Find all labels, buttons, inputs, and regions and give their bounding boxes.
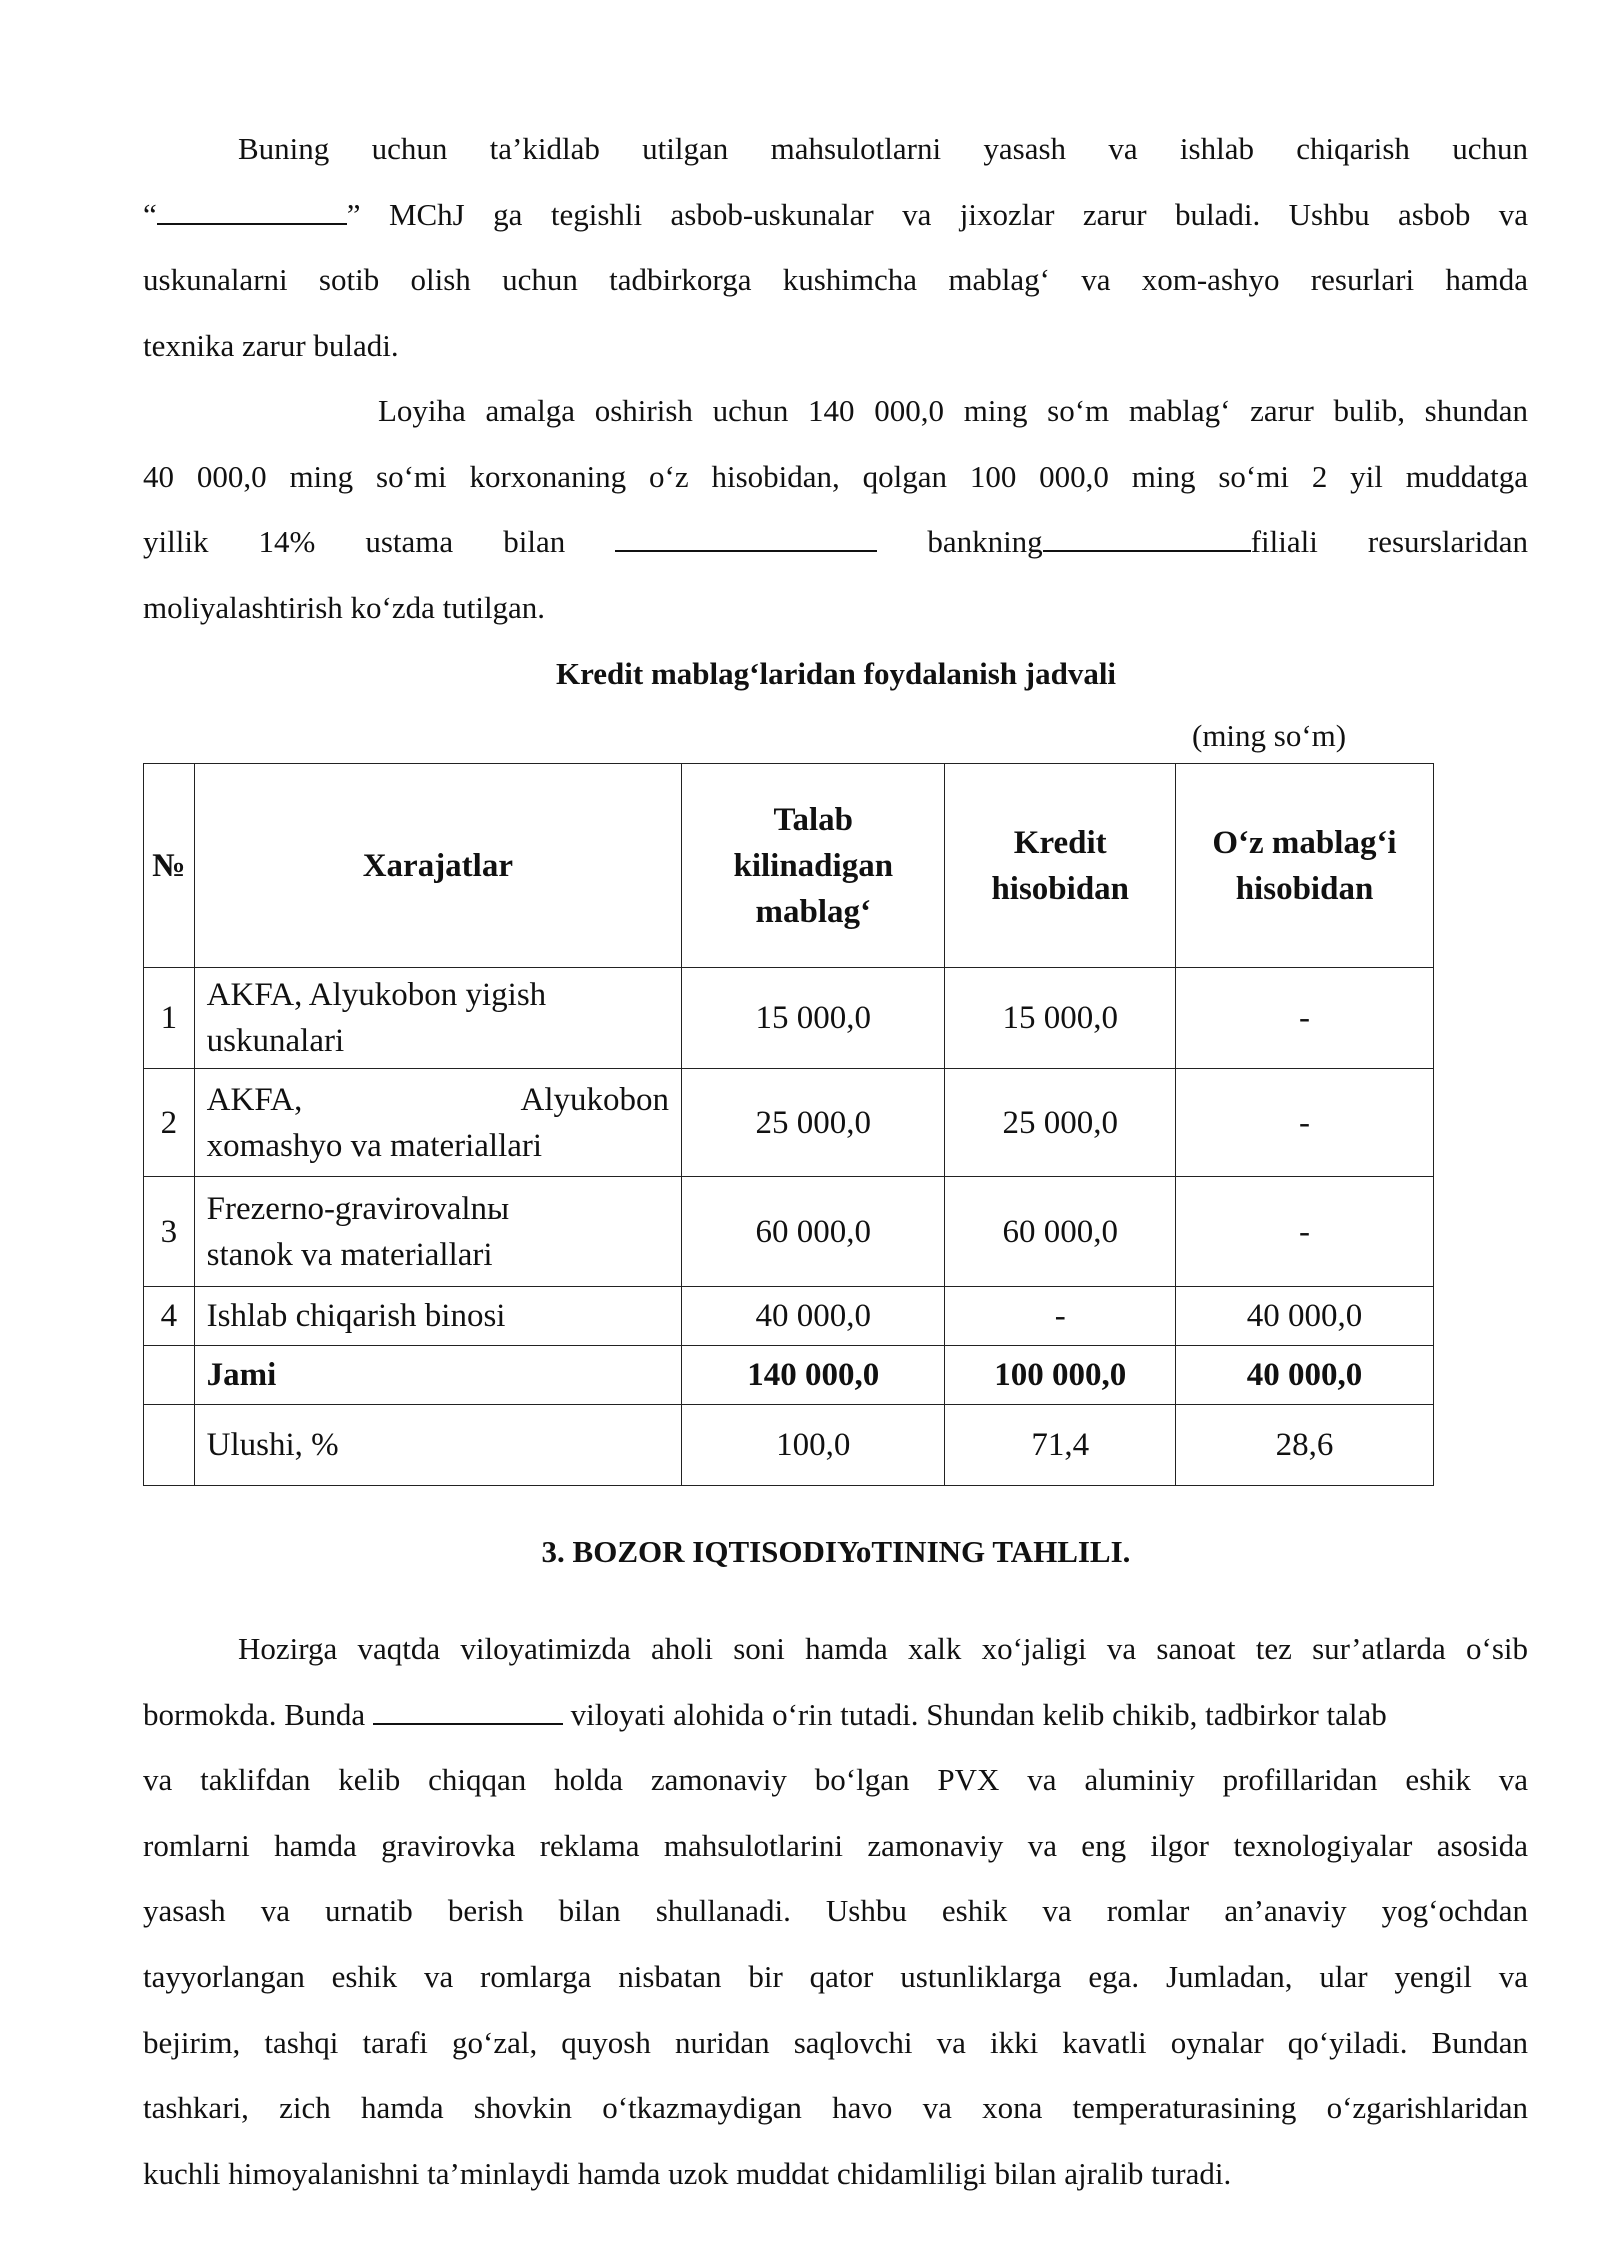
text-line: romlarni hamda gravirovka reklama mahsulotlarini zamonaviy va eng ilgor texnologiyalar asosida (143, 1827, 1528, 1863)
text-line: texnika zarur buladi. (143, 327, 399, 363)
header-required (682, 764, 945, 968)
cell-text-part: Alyukobon (520, 1081, 670, 1118)
row-expense (194, 1069, 681, 1177)
text-line: Buning uchun ta’kidlab utilgan mahsulotlarni yasash va ishlab chiqarish uchun (238, 131, 1528, 166)
cell-text-part: AKFA, (206, 1081, 303, 1118)
text-line: tashkari, zich hamda shovkin o‘tkazmaydigan havo va xona temperaturasining o‘zgarishlaridan (143, 2090, 1528, 2126)
total-label: Jami (194, 1346, 681, 1405)
row-credit: 60 000,0 (945, 1177, 1176, 1287)
header-text: Talab (773, 801, 854, 838)
row-own: - (1176, 1069, 1434, 1177)
header-text: hisobidan (991, 870, 1130, 907)
share-number (144, 1405, 195, 1486)
credit-usage-table (143, 763, 1434, 1486)
paragraph-line (143, 1747, 1528, 1813)
section-heading: 3. BOZOR IQTISODIYoTINING TAHLILI. (541, 1534, 1131, 1569)
paragraph-line (143, 247, 1528, 313)
paragraph-line (143, 1813, 1528, 1879)
table-row (144, 1287, 1434, 1346)
row-own: - (1176, 968, 1434, 1069)
cell-text: AKFA, Alyukobon yigish (206, 977, 547, 1013)
row-required: 40 000,0 (682, 1287, 945, 1346)
row-number: 1 (144, 968, 195, 1069)
paragraph-line (143, 509, 1528, 575)
text-line: viloyati alohida o‘rin tutadi. Shundan kelib chikib, tadbirkor talab (570, 1696, 1387, 1732)
row-credit: - (945, 1287, 1176, 1346)
row-own: 40 000,0 (1176, 1287, 1434, 1346)
text-fragment: filiali (1250, 524, 1318, 560)
paragraph-line (143, 2075, 1528, 2141)
text-line: moliyalashtirish ko‘zda tutilgan. (143, 589, 546, 625)
paragraph-line (143, 444, 1528, 510)
row-required: 15 000,0 (682, 968, 945, 1069)
paragraph-line (143, 182, 1528, 248)
row-expense (194, 968, 681, 1069)
header-expenses: Xarajatlar (194, 764, 681, 968)
text-fragment: bormokda. Bunda (143, 1696, 366, 1732)
row-number: 2 (144, 1069, 195, 1177)
total-number (144, 1346, 195, 1405)
table-header-row (144, 764, 1434, 968)
company-name-blank (157, 197, 347, 225)
text-line: va taklifdan kelib chiqqan holda zamonaviy bo‘lgan PVX va aluminiy profillaridan eshik va (143, 1762, 1528, 1798)
share-credit: 71,4 (945, 1405, 1176, 1486)
share-own: 28,6 (1176, 1405, 1434, 1486)
text-line: Loyiha amalga oshirish uchun 140 000,0 ming so‘m mablag‘ zarur bulib, shundan (378, 393, 1528, 428)
text-line: 40 000,0 ming so‘mi korxonaning o‘z hisobidan, qolgan 100 000,0 ming so‘mi 2 yil muddatga (143, 458, 1528, 494)
paragraph-line (143, 575, 1528, 641)
cell-text: uskunalari (206, 1023, 345, 1059)
header-text: Kredit (1013, 824, 1107, 861)
total-own: 40 000,0 (1176, 1346, 1434, 1405)
row-credit: 25 000,0 (945, 1069, 1176, 1177)
table-unit: (ming so‘m) (1192, 718, 1347, 753)
total-credit: 100 000,0 (945, 1346, 1176, 1405)
cell-text: xomashyo va materiallari (206, 1127, 543, 1164)
cell-text: Frezerno-gravirovalnы (206, 1190, 510, 1227)
paragraph-line (143, 1878, 1528, 1944)
text-line: uskunalarni sotib olish uchun tadbirkorga kushimcha mablag‘ va xom-ashyo resurlari hamda (143, 262, 1528, 298)
text-fragment: bankning (927, 524, 1043, 560)
share-label: Ulushi, % (194, 1405, 681, 1486)
text-line: kuchli himoyalanishni ta’minlaydi hamda uzok muddat chidamliligi bilan ajralib turadi. (143, 2155, 1232, 2191)
row-credit: 15 000,0 (945, 968, 1176, 1069)
table-row (144, 1177, 1434, 1287)
paragraph-line (143, 116, 1528, 182)
row-required: 25 000,0 (682, 1069, 945, 1177)
table-row (144, 968, 1434, 1069)
row-number: 4 (144, 1287, 195, 1346)
quote-mark: “ (143, 196, 157, 232)
header-credit (945, 764, 1176, 968)
header-text: mablag‘ (755, 893, 872, 930)
text-line: tayyorlangan eshik va romlarga nisbatan bir qator ustunliklarga ega. Jumladan, ular yengil va (143, 1958, 1528, 1994)
branch-name-blank (1043, 524, 1251, 552)
header-text: hisobidan (1235, 870, 1374, 907)
text-fragment: resurslaridan (1367, 524, 1528, 560)
paragraph-line (143, 1682, 1528, 1748)
total-required: 140 000,0 (682, 1346, 945, 1405)
row-own: - (1176, 1177, 1434, 1287)
paragraph-market (143, 1616, 1528, 2206)
header-text: O‘z mablag‘i (1212, 824, 1397, 861)
table-title: Kredit mablag‘laridan foydalanish jadvali (555, 656, 1117, 691)
paragraph-line (143, 378, 1528, 444)
header-own-funds (1176, 764, 1434, 968)
paragraph-line (143, 1944, 1528, 2010)
paragraph-line (143, 313, 1528, 379)
row-expense (194, 1177, 681, 1287)
text-line: Hozirga vaqtda viloyatimizda aholi soni hamda xalk xo‘jaligi va sanoat tez sur’atlarda o‘sib (238, 1631, 1528, 1666)
table-row (144, 1069, 1434, 1177)
text-line: yasash va urnatib berish bilan shullanadi. Ushbu eshik va romlar an’anaviy yog‘ochdan (143, 1893, 1528, 1929)
row-required: 60 000,0 (682, 1177, 945, 1287)
header-text: kilinadigan (733, 847, 894, 884)
table-share-row (144, 1405, 1434, 1486)
paragraph-financing (143, 378, 1528, 640)
bank-name-blank (615, 524, 877, 552)
paragraph-line (143, 1616, 1528, 1682)
text-fragment: yillik 14% ustama bilan (143, 524, 566, 560)
table-total-row (144, 1346, 1434, 1405)
cell-text: stanok va materiallari (206, 1236, 493, 1273)
row-number: 3 (144, 1177, 195, 1287)
header-number: № (144, 764, 195, 968)
paragraph-line (143, 2141, 1528, 2207)
paragraph-intro (143, 116, 1528, 378)
text-line: ” MChJ ga tegishli asbob-uskunalar va jixozlar zarur buladi. Ushbu asbob va (346, 196, 1528, 232)
paragraph-line (143, 2010, 1528, 2076)
region-name-blank (373, 1697, 563, 1725)
row-expense: Ishlab chiqarish binosi (194, 1287, 681, 1346)
cell-text (207, 1077, 669, 1123)
share-required: 100,0 (682, 1405, 945, 1486)
text-line: bejirim, tashqi tarafi go‘zal, quyosh nuridan saqlovchi va ikki kavatli oynalar qo‘yiladi. Bundan (143, 2024, 1528, 2060)
